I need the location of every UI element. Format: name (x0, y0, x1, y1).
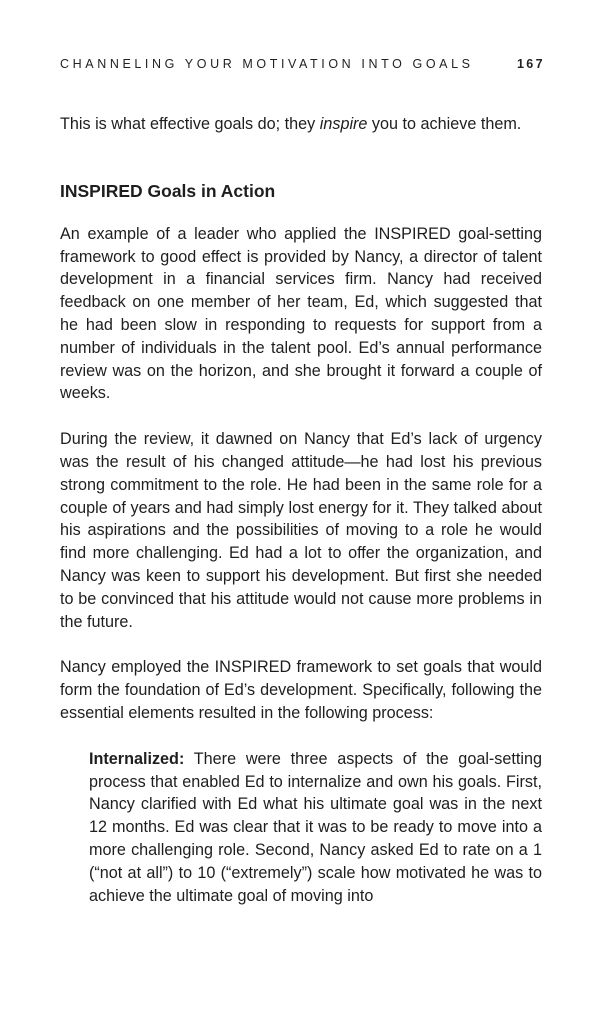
intro-text-end: you to achieve them. (367, 115, 522, 133)
body-text (60, 113, 542, 907)
list-item-text: There were three aspects of the goal-setting process that enabled Ed to internalize and own his goals. First, Nancy clarified with Ed what his ultimate goal was in the next 12 months. Ed was clear that it was to be ready to move into a more challenging role. Second, Nancy asked Ed to rate on a 1 (“not at all”) to 10 (“extremely”) scale how motivated he was to achieve the ultimate goal of moving into (89, 749, 542, 905)
list-item-internalized (89, 748, 542, 908)
chapter-title: CHANNELING YOUR MOTIVATION INTO GOALS (60, 57, 474, 71)
section-heading: INSPIRED Goals in Action (60, 180, 276, 201)
list-item-term: Internalized: (89, 749, 185, 768)
running-header (60, 57, 545, 73)
intro-emphasis: inspire (319, 115, 368, 133)
paragraph-review: During the review, it dawned on Nancy that Ed’s lack of urgency was the result of his changed attitude—he had lost his previous strong commitment to the role. He had been in the same role for a couple of years and had simply lost energy for it. They talked about his aspirations and the possibilities of moving to a role he would find more challenging. Ed had a lot to offer the organization, and Nancy was keen to support his development. But first she needed to be convinced that his attitude would not cause more problems in the future. (60, 430, 542, 631)
page-number: 167 (516, 57, 545, 71)
paragraph-example: An example of a leader who applied the INSPIRED goal-setting framework to good effect is provided by Nancy, a director of talent development in a financial services firm. Nancy had received feedback on one member of her team, Ed, which suggested that he had been slow in responding to requests for support from a number of individuals in the talent pool. Ed’s annual performance review was on the horizon, and she brought it forward a couple of weeks. (60, 224, 542, 403)
intro-paragraph (60, 113, 542, 136)
intro-text-start: This is what effective goals do; they (60, 115, 320, 133)
paragraph-framework: Nancy employed the INSPIRED framework to set goals that would form the foundation of Ed’s development. Specifically, following the essential elements resulted in the following process: (60, 658, 542, 722)
list-item-paragraph (89, 748, 542, 908)
